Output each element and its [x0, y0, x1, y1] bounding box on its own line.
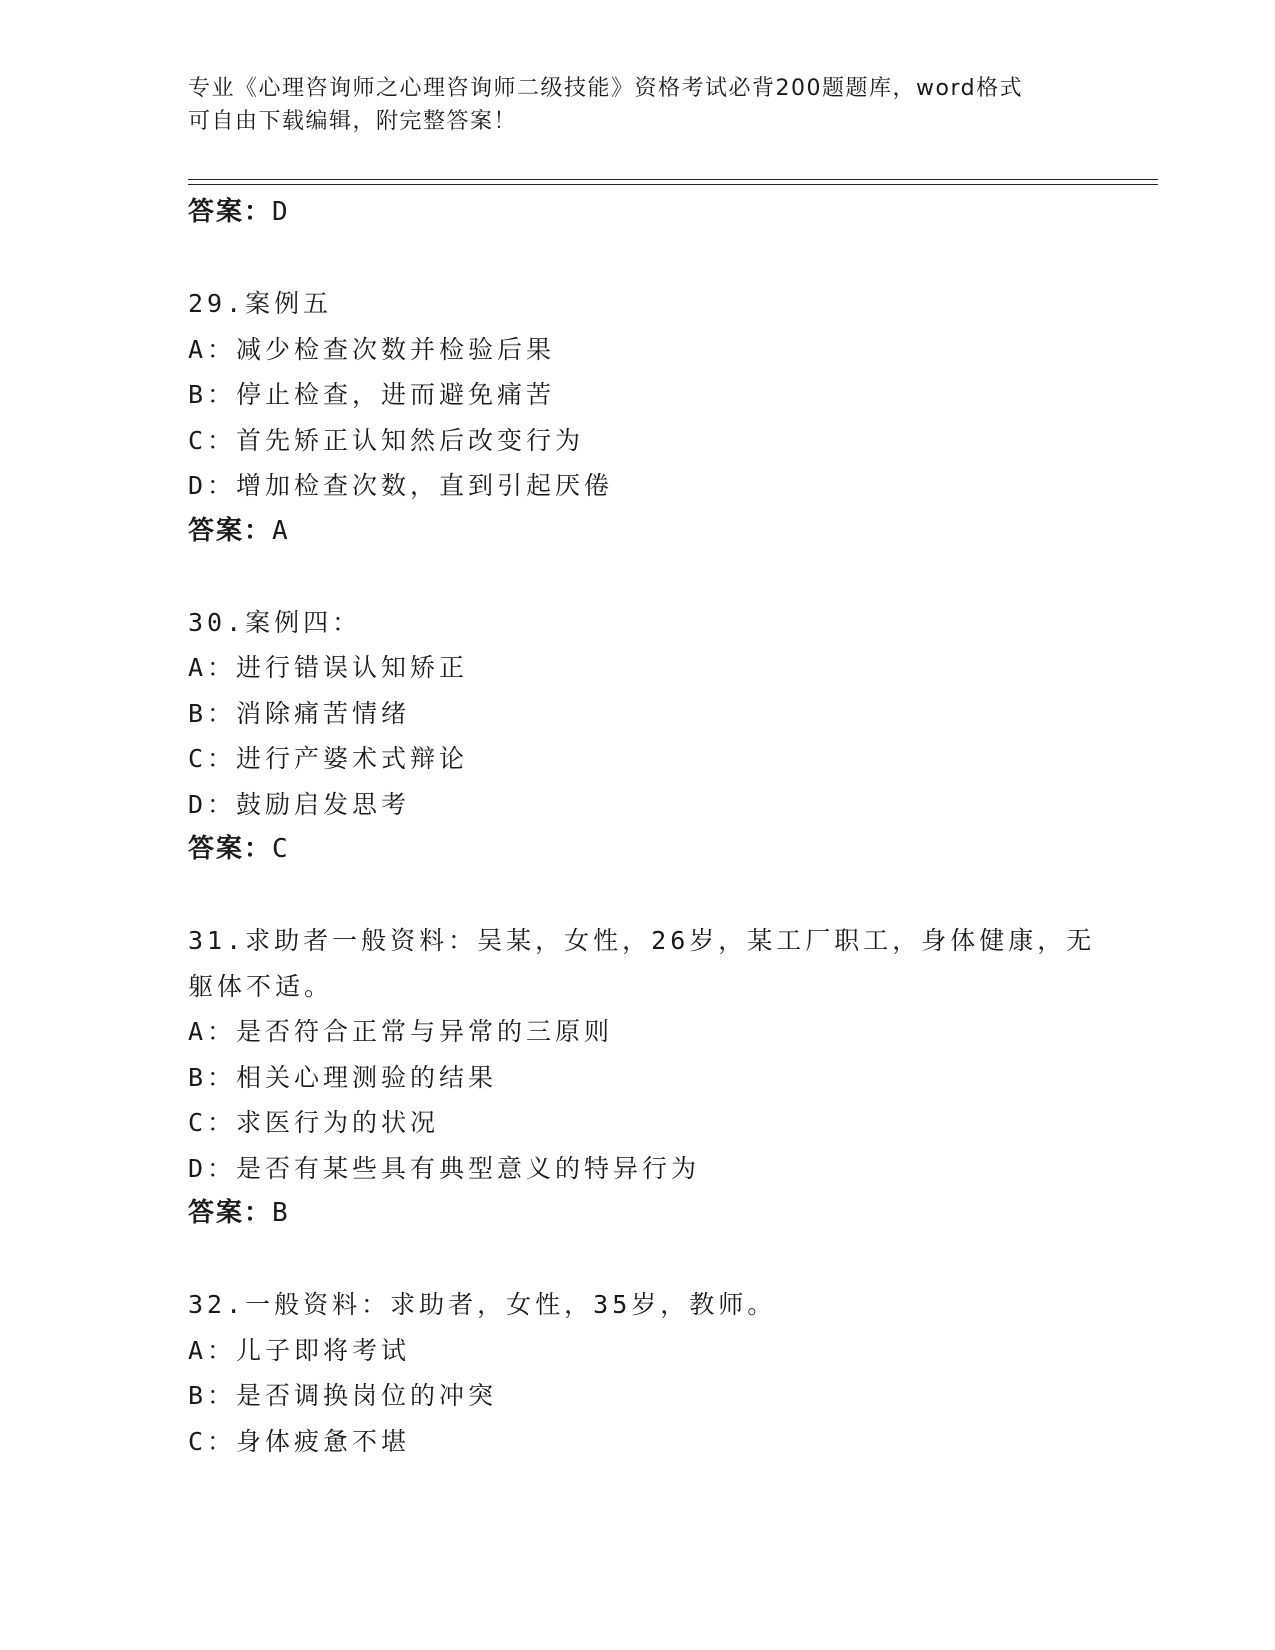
- question-list: [188, 190, 1148, 1464]
- option-c: C：进行产婆术式辩论: [188, 744, 469, 773]
- answer-label: 答案：: [188, 1198, 273, 1228]
- header-line-1: 专业《心理咨询师之心理咨询师二级技能》资格考试必背200题题库，word格式: [188, 76, 1024, 101]
- question-stem-continued: 躯体不适。: [188, 971, 334, 1001]
- option-d: D：鼓励启发思考: [188, 789, 411, 819]
- spacer: [188, 236, 1148, 282]
- question-32: [188, 1282, 1148, 1464]
- answer-label: 答案：: [188, 834, 273, 864]
- answer-label: 答案：: [188, 197, 273, 227]
- answer-value: C: [272, 834, 288, 864]
- question-stem: 32.一般资料：求助者，女性，35岁，教师。: [188, 1290, 777, 1319]
- answer-line: [188, 1191, 1148, 1237]
- option-a: A：儿子即将考试: [188, 1335, 411, 1365]
- option-a: A：进行错误认知矫正: [188, 653, 469, 682]
- option-b: B：消除痛苦情绪: [188, 698, 411, 728]
- spacer: [188, 554, 1148, 600]
- question-stem: 29.案例五: [188, 289, 333, 318]
- answer-value: B: [272, 1198, 288, 1228]
- option-a: A：减少检查次数并检验后果: [188, 334, 556, 364]
- question-stem: 30.案例四：: [188, 607, 362, 637]
- option-c: C：求医行为的状况: [188, 1108, 440, 1137]
- option-a: A：是否符合正常与异常的三原则: [188, 1017, 614, 1046]
- document-header: [188, 72, 1088, 138]
- answer-value: D: [272, 197, 288, 227]
- option-b: B：是否调换岗位的冲突: [188, 1381, 498, 1410]
- answer-line-28: [188, 190, 1148, 236]
- question-30: [188, 600, 1148, 873]
- header-line-2: 可自由下载编辑，附完整答案！: [188, 109, 518, 134]
- option-c: C：身体疲惫不堪: [188, 1426, 411, 1456]
- answer-line: [188, 509, 1148, 555]
- question-29: [188, 281, 1148, 554]
- option-d: D：是否有某些具有典型意义的特异行为: [188, 1153, 701, 1183]
- spacer: [188, 1237, 1148, 1283]
- option-b: B：相关心理测验的结果: [188, 1062, 498, 1092]
- question-stem: 31.求助者一般资料：吴某，女性，26岁，某工厂职工，身体健康，无: [188, 926, 1096, 955]
- option-c: C：首先矫正认知然后改变行为: [188, 425, 585, 455]
- option-d: D：增加检查次数，直到引起厌倦: [188, 471, 614, 500]
- header-rule-bottom: [188, 184, 1158, 185]
- answer-line: [188, 827, 1148, 873]
- answer-label: 答案：: [188, 515, 273, 546]
- question-31: [188, 918, 1148, 1237]
- spacer: [188, 873, 1148, 919]
- answer-value: A: [272, 515, 288, 546]
- option-b: B：停止检查，进而避免痛苦: [188, 380, 556, 409]
- header-rule-top: [188, 179, 1158, 180]
